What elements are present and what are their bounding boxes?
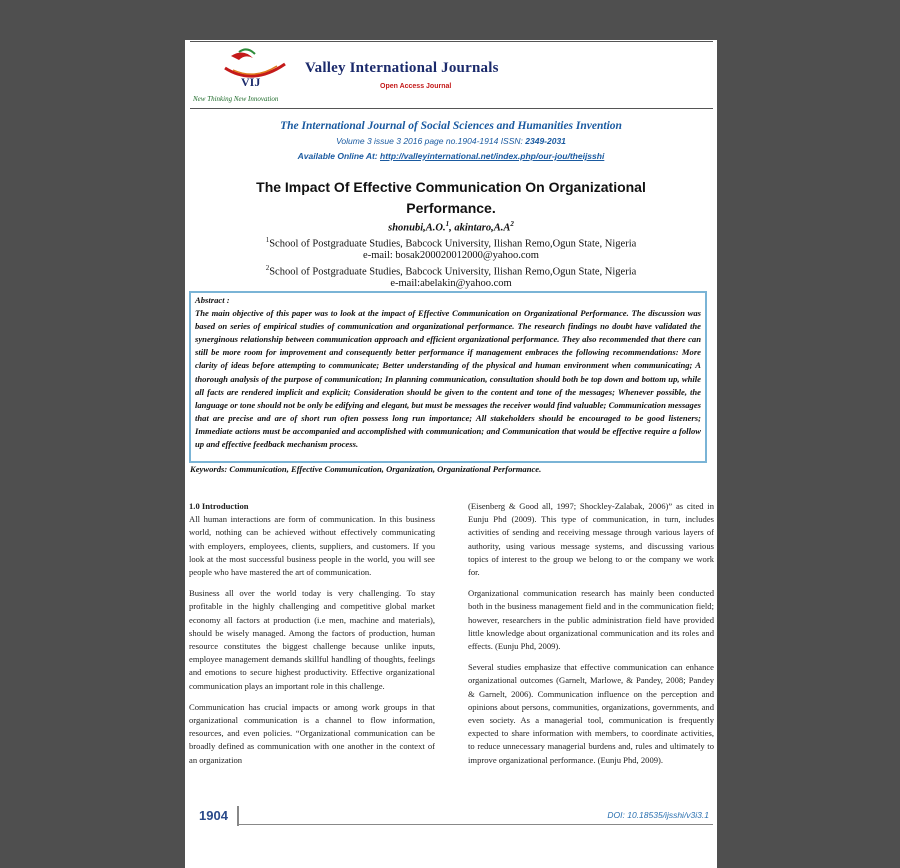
publisher-tagline: New Thinking New Innovation bbox=[193, 95, 279, 103]
paper-authors: shonubi,A.O.$^1$, $akintaro,A.A^2$ bbox=[388, 220, 514, 234]
paragraph: Organizational communication research has mainly been conducted both in the business management field and in the communication field; however, researchers in the public administration field have provided little knowledge about organizational communication and its roles and effects. (Eunju Phd, 2009). bbox=[468, 588, 714, 652]
issn: 2349-2031 bbox=[525, 136, 566, 146]
affiliation-1: $^1$School of Postgraduate Studies, Babcock University, Ilishan Remo,Ogun State, Nigeria bbox=[265, 236, 637, 250]
doi-label: DOI: 10.18535/ijsshi/v3i3.1 bbox=[607, 810, 709, 820]
abstract-text: The main objective of this paper was to look at the impact of Effective Communication on Organizational Performance. The discussion was based on series of empirical studies of communication and organizational performance. The research findings no doubt have validated the synerginous relationship between communication approach and efficient organizational performance. They also recommended that there can still be more room for improvement and consequently better performance if management embraces the following recommendations: More clarity of ideas before attempting to communicate; Better understanding of the physical and human environment when communicating; A thorough analysis of the purpose of communication; In planning communication, consultation should both be top down and bottom up, while all facts are rendered implicit and explicit; Consideration should be given to the content and tone of the messages; Whenever possible, the language or tone should not be only be edifying and elegant, but must be messages the receiver would find valuable; Communication messages that are precise and are of short run often possess long run importance; All stakeholders should be encouraged to be good listeners; Immediate actions must be accompanied and accomplished with communication; and Communication that would be effective require a follow up and effective feedback mechanism process. bbox=[195, 308, 701, 450]
svg-text:VIJ: VIJ bbox=[241, 75, 261, 89]
keywords: Keywords: Communication, Effective Communication, Organization, Organizational Performance. bbox=[190, 464, 542, 474]
vij-logo-icon bbox=[213, 46, 303, 96]
abstract-box bbox=[189, 291, 707, 463]
email-2: e-mail:abelakin@yahoo.com bbox=[390, 278, 512, 289]
right-column bbox=[468, 500, 714, 775]
email-1: e-mail: bosak200020012000@yahoo.com bbox=[363, 250, 539, 261]
paragraph: Business all over the world today is very challenging. To stay profitable in the highly challenging and competitive global market economy all factors at production (i.e men, machine and materials), should be wisely managed. Among the factors of production, human resource constitutes the biggest challenge because unlike inputs, employee management demands skillful handling of thoughts, feelings and emotions to secure highest productivity. Effective organizational communication plays an important role in this challenge. bbox=[189, 588, 435, 691]
publisher-name: Valley International Journals bbox=[305, 60, 499, 76]
paper-title: The Impact Of Effective Communication On Organizational Performance. bbox=[256, 179, 646, 216]
abstract-heading: Abstract : bbox=[195, 295, 230, 305]
footer-rule bbox=[237, 824, 713, 825]
paragraph: Communication has crucial impacts or among work groups in that organizational communication is a channel to flow information, resources, and even policies. “Organizational communication can be broadly defined as communication with one another in the context of an organization bbox=[189, 701, 435, 765]
paper-page bbox=[185, 40, 717, 868]
footer-divider bbox=[237, 806, 239, 826]
intro-heading: 1.0 Introduction bbox=[189, 501, 249, 511]
page-number: 1904 bbox=[199, 808, 228, 823]
journal-online: Available Online At: http://valleyinternational.net/index.php/our-jou/theijsshi bbox=[297, 151, 605, 161]
open-access-label: Open Access Journal bbox=[380, 83, 452, 90]
top-rule bbox=[190, 41, 713, 42]
journal-title: The International Journal of Social Sciences and Humanities Invention bbox=[280, 120, 622, 132]
header-rule bbox=[190, 108, 713, 109]
paragraph: Several studies emphasize that effective communication can enhance organizational outcomes (Garnelt, Marlowe, & Pandey, 2008; Pandey & Garnelt, 2006). Communication influence on the perception and opinions about persons, communities, organizations, governments, and even society. As a managerial tool, communication is frequently expected to share information with members, to coordinate activities, to reduce unnecessary managerial burdens and, rules and ultimately to improve organizational performance. (Eunju Phd, 2009). bbox=[468, 662, 714, 765]
left-column bbox=[189, 500, 435, 775]
paragraph: (Eisenberg & Good all, 1997; Shockley-Zalabak, 2006)” as cited in Eunju Phd (2009). This type of communication, in turn, includes activities of sending and receiving message through various layers of authority, using various message systems, and discussing various topics of interest to the group we belong to or the company we work for. bbox=[468, 501, 714, 578]
paragraph: All human interactions are form of communication. In this business world, nothing can be achieved without effectively communicating with employers, employees, clients, suppliers, and customers. If you look at the most successful business people in the world, you will see people who have mastered the art of communication. bbox=[189, 514, 435, 578]
journal-url-link[interactable]: http://valleyinternational.net/index.php/our-jou/theijsshi bbox=[380, 151, 605, 161]
journal-volume: Volume 3 issue 3 2016 page no.1904-1914 ISSN: 2349-2031 bbox=[336, 136, 566, 146]
affiliation-2: $^2$School of Postgraduate Studies, Babcock University, Ilishan Remo,Ogun State, Nigeria bbox=[265, 264, 637, 278]
